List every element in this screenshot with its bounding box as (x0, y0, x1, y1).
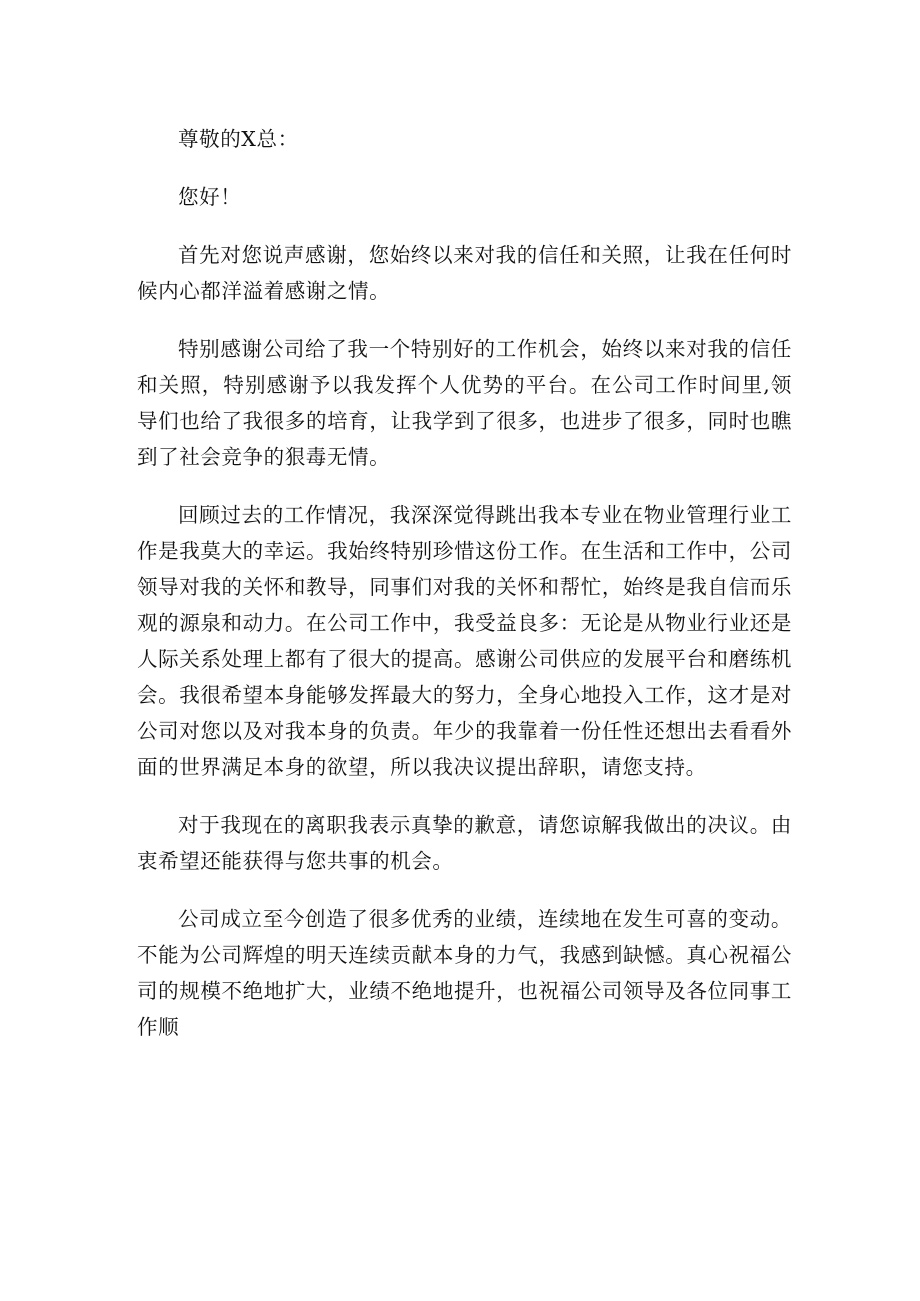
paragraph-apology: 对于我现在的离职我表示真挚的歉意，请您谅解我做出的决议。由衷希望还能获得与您共事的机会。 (137, 813, 792, 873)
salutation: 尊敬的X总： (178, 127, 299, 151)
greeting: 您好！ (178, 185, 242, 209)
paragraph-review: 回顾过去的工作情况，我深深觉得跳出我本专业在物业管理行业工作是我莫大的幸运。我始终特别珍惜这份工作。在生活和工作中，公司领导对我的关怀和教导，同事们对我的关怀和帮忙，始终是我自信而乐观的源泉和动力。在公司工作中，我受益良多：无论是从物业行业还是人际关系处理上都有了很大的提高。感谢公司供应的发展平台和磨练机会。我很希望本身能够发挥最大的努力，全身心地投入工作，这才是对公司对您以及对我本身的负责。年少的我靠着一份任性还想出去看看外面的世界满足本身的欲望，所以我决议提出辞职，请您支持。 (137, 503, 792, 779)
paragraph-opportunity: 特别感谢公司给了我一个特别好的工作机会，始终以来对我的信任和关照，特别感谢予以我发挥个人优势的平台。在公司工作时间里,领导们也给了我很多的培育，让我学到了很多，也进步了很多，同时也瞧到了社会竞争的狠毒无情。 (137, 337, 792, 469)
paragraph-wishes: 公司成立至今创造了很多优秀的业绩，连续地在发生可喜的变动。不能为公司辉煌的明天连续贡献本身的力气，我感到缺憾。真心祝福公司的规模不绝地扩大，业绩不绝地提升，也祝福公司领导及各位同事工作顺 (137, 907, 792, 1039)
paragraph-thanks: 首先对您说声感谢，您始终以来对我的信任和关照，让我在任何时候内心都洋溢着感谢之情。 (137, 243, 792, 303)
